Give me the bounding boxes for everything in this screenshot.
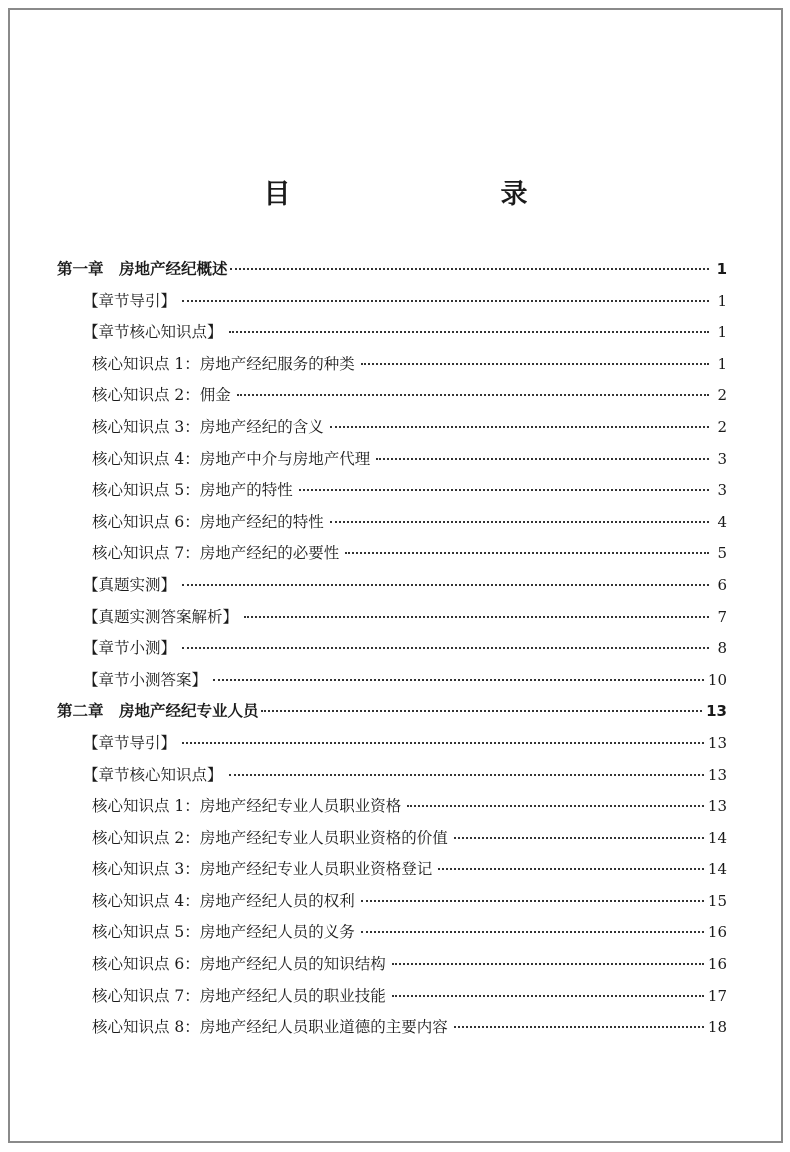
toc-entry-section[interactable]	[57, 763, 727, 795]
toc-entry-page-number: 16	[707, 923, 727, 942]
toc-entry-label: 【章节核心知识点】	[83, 323, 223, 342]
dot-leader	[361, 930, 704, 933]
dot-leader	[182, 299, 709, 302]
toc-entry-page-number: 1	[717, 291, 727, 310]
toc-entry-point[interactable]	[57, 447, 727, 479]
dot-leader	[392, 994, 704, 997]
toc-entry-page-number: 1	[717, 354, 727, 373]
toc-entry-page-number: 13	[707, 797, 727, 816]
dot-leader	[407, 804, 704, 807]
dot-leader	[361, 362, 709, 365]
toc-entry-label: 【章节小测】	[83, 639, 177, 658]
toc-entry-point[interactable]	[57, 794, 727, 826]
dot-leader	[229, 330, 709, 333]
toc-entry-page-number: 14	[707, 860, 727, 879]
toc-entry-label: 核心知识点 3：房地产经纪专业人员职业资格登记	[92, 860, 433, 879]
toc-entry-page-number: 3	[717, 481, 727, 500]
toc-entry-point[interactable]	[57, 857, 727, 889]
dot-leader	[361, 899, 704, 902]
dot-leader	[261, 709, 703, 712]
toc-entry-page-number: 8	[717, 639, 727, 658]
toc-entry-label: 核心知识点 7：房地产经纪人员的职业技能	[92, 986, 386, 1005]
toc-entry-label: 【真题实测】	[83, 575, 177, 594]
toc-entry-page-number: 3	[717, 449, 727, 468]
toc-entry-page-number: 2	[717, 417, 727, 436]
toc-entry-page-number: 10	[707, 670, 727, 689]
toc-entry-point[interactable]	[57, 415, 727, 447]
toc-entry-page-number: 13	[707, 733, 727, 752]
dot-leader	[237, 393, 709, 396]
toc-entry-section[interactable]	[57, 731, 727, 763]
dot-leader	[330, 425, 709, 428]
toc-entry-label: 【章节核心知识点】	[83, 765, 223, 784]
dot-leader	[454, 836, 704, 839]
dot-leader	[376, 457, 709, 460]
toc-entry-point[interactable]	[57, 952, 727, 984]
toc-entry-page-number: 15	[707, 891, 727, 910]
toc-entry-page-number: 16	[707, 955, 727, 974]
dot-leader	[229, 773, 704, 776]
dot-leader	[299, 488, 709, 491]
toc-entry-label: 核心知识点 7：房地产经纪的必要性	[92, 544, 340, 563]
toc-entry-label: 核心知识点 8：房地产经纪人员职业道德的主要内容	[92, 1018, 448, 1037]
dot-leader	[182, 741, 704, 744]
dot-leader	[330, 520, 709, 523]
toc-entry-label: 核心知识点 4：房地产经纪人员的权利	[92, 891, 355, 910]
dot-leader	[438, 867, 704, 870]
toc-entry-point[interactable]	[57, 541, 727, 573]
toc-entry-label: 第一章 房地产经纪概述	[57, 260, 228, 278]
toc-entry-point[interactable]	[57, 352, 727, 384]
dot-leader	[213, 678, 704, 681]
toc-entry-page-number: 17	[707, 986, 727, 1005]
toc-entry-page-number: 1	[717, 323, 727, 342]
dot-leader	[392, 962, 704, 965]
toc-entry-page-number: 14	[707, 828, 727, 847]
toc-entry-section[interactable]	[57, 605, 727, 637]
toc-entry-label: 【章节小测答案】	[83, 670, 208, 689]
toc-entry-page-number: 6	[717, 575, 727, 594]
toc-entry-section[interactable]	[57, 289, 727, 321]
dot-leader	[182, 583, 709, 586]
toc-entry-point[interactable]	[57, 920, 727, 952]
toc-entry-point[interactable]	[57, 510, 727, 542]
document-page	[8, 8, 783, 1143]
toc-entry-page-number: 7	[717, 607, 727, 626]
toc-entry-label: 【真题实测答案解析】	[83, 607, 239, 626]
dot-leader	[230, 267, 709, 270]
toc-entry-point[interactable]	[57, 383, 727, 415]
toc-entry-label: 核心知识点 6：房地产经纪人员的知识结构	[92, 955, 386, 974]
toc-entry-label: 核心知识点 5：房地产的特性	[92, 481, 293, 500]
toc-entry-section[interactable]	[57, 320, 727, 352]
toc-entry-chapter[interactable]	[57, 257, 727, 289]
toc-entry-label: 核心知识点 6：房地产经纪的特性	[92, 512, 324, 531]
toc-entry-point[interactable]	[57, 1015, 727, 1047]
toc-entry-page-number: 5	[717, 544, 727, 563]
toc-entry-label: 核心知识点 2：房地产经纪专业人员职业资格的价值	[92, 828, 448, 847]
toc-entry-section[interactable]	[57, 573, 727, 605]
toc-entry-page-number: 13	[706, 702, 727, 721]
toc-entry-page-number: 2	[717, 386, 727, 405]
toc-entry-chapter[interactable]	[57, 699, 727, 731]
dot-leader	[345, 551, 709, 554]
toc-entry-label: 核心知识点 3：房地产经纪的含义	[92, 417, 324, 436]
toc-entry-page-number: 1	[716, 260, 727, 278]
toc-entry-page-number: 13	[707, 765, 727, 784]
toc-entry-label: 核心知识点 1：房地产经纪服务的种类	[92, 354, 355, 373]
toc-entry-label: 核心知识点 2：佣金	[92, 386, 231, 405]
toc-entry-point[interactable]	[57, 984, 727, 1016]
table-of-contents	[57, 257, 727, 1047]
toc-entry-section[interactable]	[57, 668, 727, 700]
toc-entry-label: 核心知识点 4：房地产中介与房地产代理	[92, 449, 371, 468]
toc-entry-label: 核心知识点 5：房地产经纪人员的义务	[92, 923, 355, 942]
dot-leader	[182, 646, 709, 649]
toc-entry-label: 核心知识点 1：房地产经纪专业人员职业资格	[92, 797, 402, 816]
dot-leader	[454, 1025, 704, 1028]
toc-entry-point[interactable]	[57, 826, 727, 858]
toc-entry-point[interactable]	[57, 478, 727, 510]
page-title: 目 录	[263, 179, 580, 210]
toc-entry-label: 【章节导引】	[83, 733, 177, 752]
toc-entry-page-number: 4	[717, 512, 727, 531]
toc-entry-label: 第二章 房地产经纪专业人员	[57, 702, 259, 721]
toc-entry-label: 【章节导引】	[83, 291, 177, 310]
toc-entry-page-number: 18	[707, 1018, 727, 1037]
toc-entry-point[interactable]	[57, 889, 727, 921]
toc-entry-section[interactable]	[57, 636, 727, 668]
dot-leader	[244, 615, 709, 618]
